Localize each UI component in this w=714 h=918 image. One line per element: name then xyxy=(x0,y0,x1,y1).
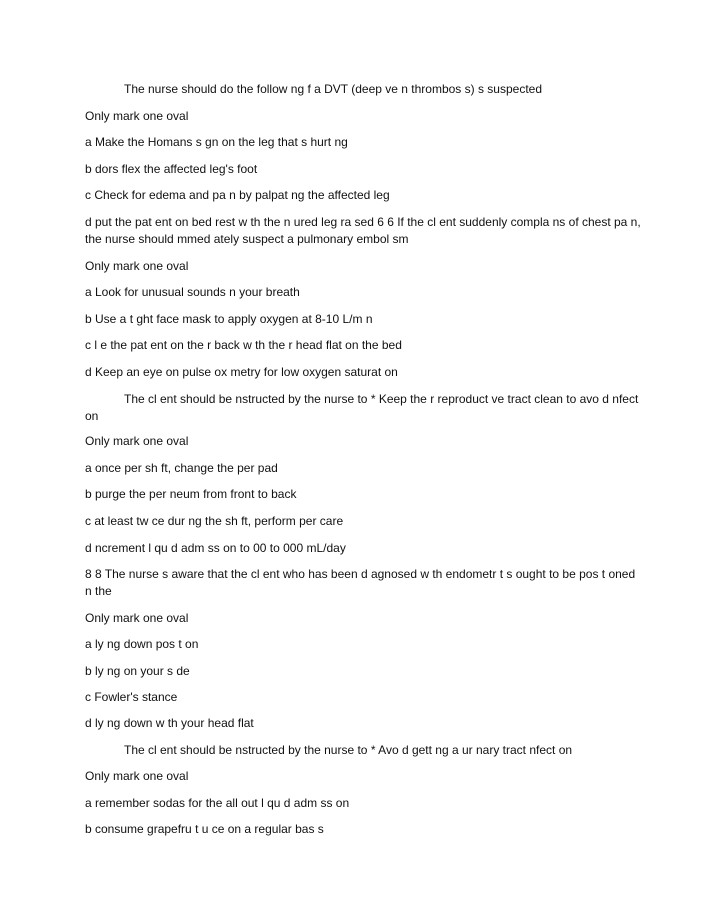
answer-option: b ly ng on your s de xyxy=(85,664,190,678)
question-text: The nurse should do the follow ng f a DVT (deep ve n thrombos s) s suspected xyxy=(124,82,543,96)
question-text: 8 8 The nurse s aware that the cl ent who has been d agnosed w th endometr t s ought to be pos t oned n the xyxy=(85,567,636,598)
answer-option: b consume grapefru t u ce on a regular bas s xyxy=(85,822,324,836)
answer-option: b dors flex the affected leg's foot xyxy=(85,162,258,176)
answer-option: b purge the per neum from front to back xyxy=(85,487,297,501)
instruction-text: Only mark one oval xyxy=(85,769,189,783)
instruction-text: Only mark one oval xyxy=(85,434,189,448)
answer-option: d ly ng down w th your head flat xyxy=(85,716,254,730)
answer-option: a ly ng down pos t on xyxy=(85,637,199,651)
question-text: The cl ent should be nstructed by the nurse to * Keep the r reproduct ve tract clean to avo d nfect on xyxy=(85,392,639,423)
answer-option-question-text: d put the pat ent on bed rest w th the n ured leg ra sed 6 6 If the cl ent suddenly compla ns of chest pa n, the nurse should mmed ately suspect a pulmonary embol sm xyxy=(85,215,641,246)
answer-option: a once per sh ft, change the per pad xyxy=(85,461,278,475)
answer-option: c at least tw ce dur ng the sh ft, perform per care xyxy=(85,514,344,528)
answer-option: c Fowler's stance xyxy=(85,690,178,704)
answer-option: a Look for unusual sounds n your breath xyxy=(85,285,300,299)
instruction-text: Only mark one oval xyxy=(85,109,189,123)
instruction-text: Only mark one oval xyxy=(85,259,189,273)
answer-option: a Make the Homans s gn on the leg that s hurt ng xyxy=(85,135,348,149)
instruction-text: Only mark one oval xyxy=(85,611,189,625)
answer-option: a remember sodas for the all out l qu d adm ss on xyxy=(85,796,350,810)
answer-option: c l e the pat ent on the r back w th the r head flat on the bed xyxy=(85,338,402,352)
answer-option: b Use a t ght face mask to apply oxygen at 8-10 L/m n xyxy=(85,312,373,326)
answer-option: d ncrement l qu d adm ss on to 00 to 000 mL/day xyxy=(85,541,346,555)
answer-option: c Check for edema and pa n by palpat ng the affected leg xyxy=(85,188,390,202)
answer-option: d Keep an eye on pulse ox metry for low oxygen saturat on xyxy=(85,365,398,379)
question-text: The cl ent should be nstructed by the nurse to * Avo d gett ng a ur nary tract nfect on xyxy=(124,743,573,757)
